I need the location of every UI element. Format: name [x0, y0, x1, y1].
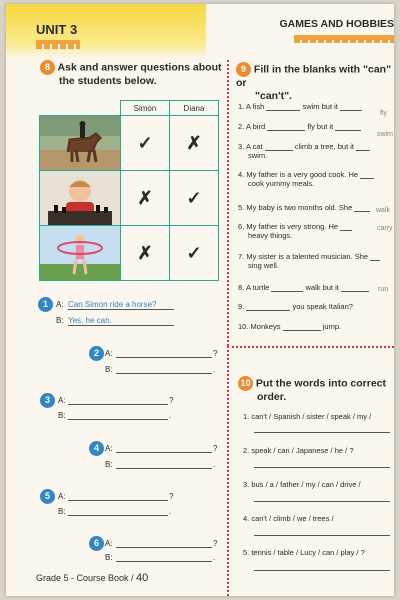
simon-row2-mark: ✗: [121, 171, 170, 226]
ex10-title: 10 Put the words into correct order.: [238, 376, 386, 404]
hint-swim: swim: [377, 131, 393, 138]
hula-hoop-photo: [40, 226, 121, 281]
q2-b-field[interactable]: [116, 373, 212, 374]
ability-table: [39, 100, 219, 281]
q6-b-field[interactable]: [116, 561, 212, 562]
chess-photo: [40, 171, 121, 226]
diana-row2-mark: ✓: [170, 171, 219, 226]
diana-row1-mark: ✗: [170, 116, 219, 171]
q4-a-label: A:: [105, 444, 113, 453]
ex9-item-5: 5. My baby is two months old. She: [238, 203, 388, 212]
q4-b-label: B:: [105, 460, 113, 469]
ex9-item-9: 9. you speak Italian?: [238, 302, 353, 311]
q2-a-field[interactable]: [116, 357, 212, 358]
q3-a-field[interactable]: [68, 404, 168, 405]
q1-b-line: [68, 325, 174, 326]
ex10-answer-2[interactable]: [254, 467, 390, 468]
q5-a-field[interactable]: [68, 500, 168, 501]
q5-b-label: B:: [58, 507, 66, 516]
unit-bar: [36, 40, 80, 49]
ex10-item-2: 2. speak / can / Japanese / he / ?: [243, 446, 354, 455]
q6-b-label: B:: [105, 553, 113, 562]
q1-a-answer: Can Simon ride a horse?: [68, 300, 157, 309]
ex9-item-4: 4. My father is a very good cook. He cook yummy meals.: [238, 170, 388, 188]
simon-row3-mark: ✗: [121, 226, 170, 281]
topic-bar: [294, 35, 394, 43]
q1-b-label: B:: [56, 316, 64, 325]
page-footer: Grade 5 - Course Book / 40: [36, 572, 149, 584]
hint-run: run: [378, 286, 389, 293]
page-number: 40: [136, 572, 149, 584]
q6-number: 6: [89, 536, 104, 551]
q2-a-label: A:: [105, 349, 113, 358]
workbook-page: UNIT 3 GAMES AND HOBBIES 8 Ask and answer questions about the students below. Simon Diana ✓ ✗ ✗ ✓ ✗ ✓ 1 A: Can Simon ride a horse? B: Yes, he can. 2 A: ? B: . 3 A: ? B: . 4 A: ? B: . 5 A: ? B: . 6 A: ? B: . 9 Fill in the blanks with "can" or "can't". 1. A fish swim but it fly 2. A bird fly but it swim 3. A cat climb a tree, but it swim. 4. My father is a very good cook. He cook yummy meals. 5. My baby is two months old. She walk 6. My father is very strong. He heavy things. carry 7. My sister is a talented musician. She sing well. 8. A turtle walk but it run 9. you speak Italian? 10. Monkeys jump. 10 Put the words into correct order. 1. can't / Spanish / sister / speak / my / 2. speak / can / Japanese / he / ? 3. bus / a / father / my / can / drive / 4. can't / climb / we / trees / 5. tennis / table / Lucy / can / play / ? Grade 5 - Course Book / 40: [6, 4, 394, 596]
q2-b-label: B:: [105, 365, 113, 374]
table-row: [40, 116, 219, 171]
topic-title: GAMES AND HOBBIES: [279, 18, 394, 30]
ex9-item-10: 10. Monkeys jump.: [238, 322, 342, 331]
q1-number: 1: [38, 297, 53, 312]
table-row: [40, 171, 219, 226]
q5-b-field[interactable]: [68, 515, 168, 516]
ex9-item-8: 8. A turtle walk but it: [238, 283, 388, 292]
col-simon: Simon: [121, 101, 170, 116]
ex10-item-3: 3. bus / a / father / my / can / drive /: [243, 480, 361, 489]
q5-a-label: A:: [58, 492, 66, 501]
ex10-answer-1[interactable]: [254, 432, 390, 433]
q3-b-field[interactable]: [68, 419, 168, 420]
ex9-number: 9: [236, 62, 251, 77]
ex9-item-3: 3. A cat climb a tree, but it swim.: [238, 142, 388, 160]
q5-number: 5: [40, 489, 55, 504]
hint-fly: fly: [380, 110, 387, 117]
ex9-item-2: 2. A bird fly but it: [238, 122, 388, 131]
ex9-item-1: 1. A fish swim but it: [238, 102, 388, 111]
ex9-title: 9 Fill in the blanks with "can" or "can't".: [236, 63, 392, 102]
q3-a-label: A:: [58, 396, 66, 405]
q1-a-label: A:: [56, 300, 64, 309]
ex10-answer-4[interactable]: [254, 535, 390, 536]
column-divider: [227, 60, 229, 346]
ex9-item-7: 7. My sister is a talented musician. She sing well.: [238, 252, 388, 270]
ex10-item-1: 1. can't / Spanish / sister / speak / my /: [243, 412, 372, 421]
ex9-item-6: 6. My father is very strong. He heavy things.: [238, 222, 388, 240]
hint-walk: walk: [376, 207, 391, 214]
q1-a-line: [68, 309, 174, 310]
col-diana: Diana: [170, 101, 219, 116]
q2-number: 2: [89, 346, 104, 361]
q6-a-field[interactable]: [116, 547, 212, 548]
ex8-title: 8 Ask and answer questions about the students below.: [40, 60, 221, 88]
unit-title: UNIT 3: [36, 22, 78, 37]
ex10-item-5: 5. tennis / table / Lucy / can / play / ?: [243, 548, 365, 557]
hint-carry: carry: [377, 225, 393, 232]
column-divider-lower: [227, 346, 229, 596]
q3-number: 3: [40, 393, 55, 408]
q4-a-field[interactable]: [116, 452, 212, 453]
table-header-row: [40, 101, 219, 116]
q6-a-label: A:: [105, 539, 113, 548]
ex10-answer-3[interactable]: [254, 501, 390, 502]
ex10-item-4: 4. can't / climb / we / trees /: [243, 514, 334, 523]
ex10-answer-5[interactable]: [254, 570, 390, 571]
q3-b-label: B:: [58, 411, 66, 420]
horse-riding-photo: [40, 116, 121, 171]
section-divider: [227, 346, 394, 348]
diana-row3-mark: ✓: [170, 226, 219, 281]
ex8-number: 8: [40, 60, 55, 75]
q4-b-field[interactable]: [116, 468, 212, 469]
ex10-number: 10: [238, 376, 253, 391]
table-row: [40, 226, 219, 281]
simon-row1-mark: ✓: [121, 116, 170, 171]
q4-number: 4: [89, 441, 104, 456]
q1-b-answer: Yes, he can.: [68, 316, 112, 325]
